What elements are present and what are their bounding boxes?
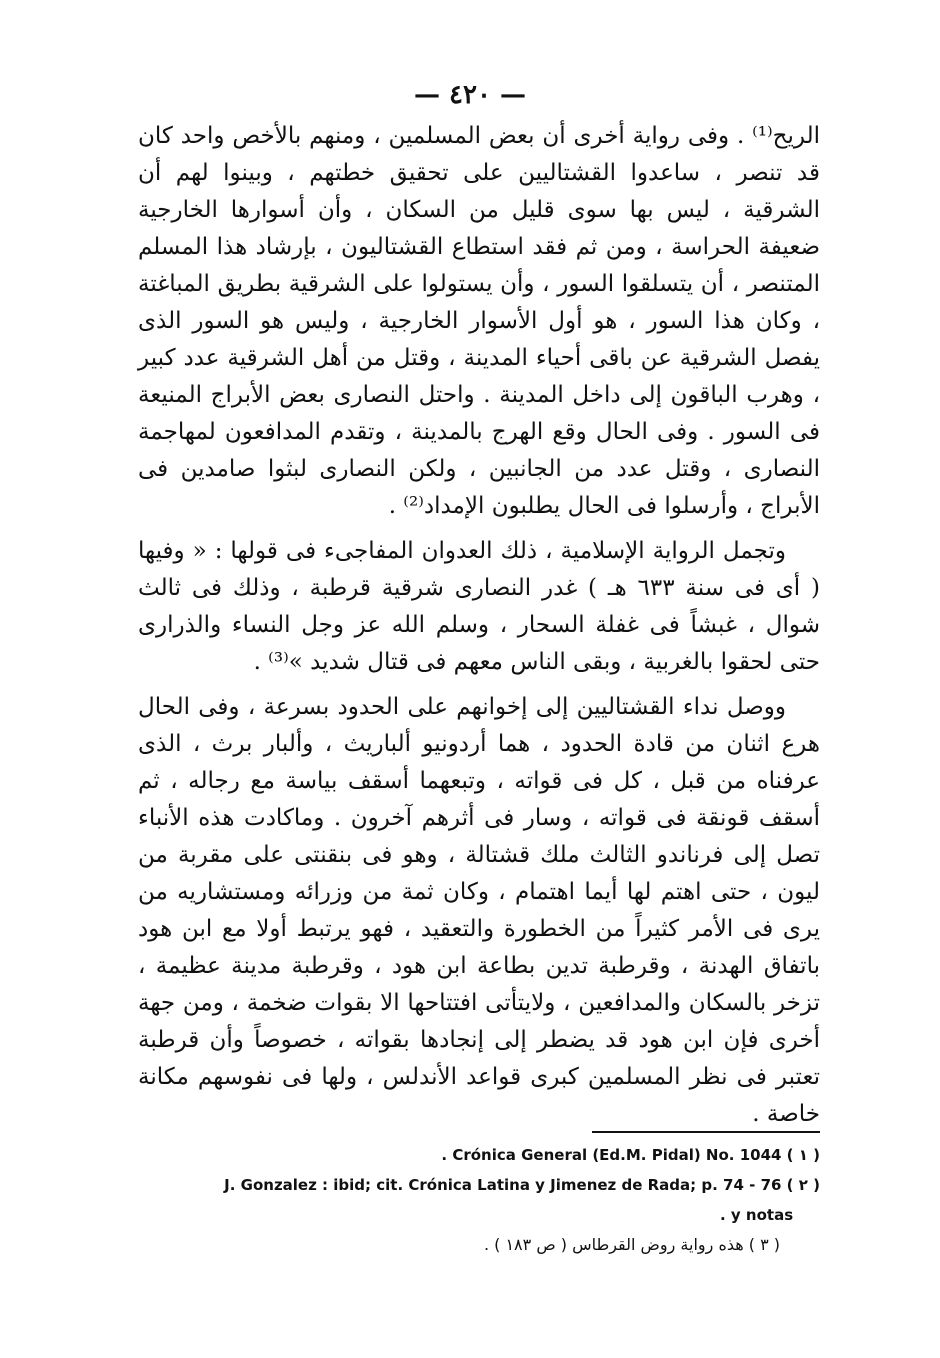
footnote-3: ( ٣ ) هذه رواية روض القرطاس ( ص ١٨٣ ) . [483, 1235, 780, 1254]
paragraph-3: ووصل نداء القشتاليين إلى إخوانهم على الحدود بسرعة ، وفى الحال هرع اثنان من قادة الحدود ، هما أردونيو ألباريث ، وألبار برث ، الذى عرفناه من قبل ، كل فى قواته ، وتبعهما أسقف بياسة مع رجاله ، ثم أسقف قونقة فى قواته ، وسار فى أثرهم آخرون . وماكادت هذه الأنباء تصل إلى فرناندو الثالث ملك قشتالة ، وهو فى بنقنتى على مقربة من ليون ، حتى اهتم لها أيما اهتمام ، وكان ثمة من وزرائه ومستشاريه من يرى فى الأمر كثيراً من الخطورة والتعقيد ، فهو يرتبط أولا مع ابن هود باتفاق الهدنة ، وقرطبة تدين بطاعة ابن هود ، وقرطبة مدينة عظيمة ، تزخر بالسكان والمدافعين ، ولايتأتى افتتاحها الا بقوات ضخمة ، ومن جهة أخرى فإن ابن هود قد يضطر إلى إنجادها بقواته ، خصوصاً وأن قرطبة تعتبر فى نظر المسلمين كبرى قواعد الأندلس ، ولها فى نفوسهم مكانة خاصة . [138, 694, 820, 1127]
footnote-divider [592, 1131, 820, 1133]
paragraph-1: الريح⁽¹⁾ . وفى رواية أخرى أن بعض المسلمين ، ومنهم بالأخص واحد كان قد تنصر ، ساعدوا القشتاليين على تحقيق خطتهم ، وبينوا لهم أن الشرقية ، ليس بها سوى قليل من السكان ، وأن أسوارها الخارجية ضعيفة الحراسة ، ومن ثم فقد استطاع القشتاليون ، بإرشاد هذا المسلم المتنصر ، أن يتسلقوا السور ، وأن يستولوا على الشرقية بطريق المباغتة ، وكان هذا السور ، هو أول الأسوار الخارجية ، وليس هو السور الذى يفصل الشرقية عن باقى أحياء المدينة ، وقتل من أهل الشرقية عدد كبير ، وهرب الباقون إلى داخل المدينة . واحتل النصارى بعض الأبراج المنيعة فى السور . وفى الحال وقع الهرج بالمدينة ، وتقدم المدافعون لمهاجمة النصارى ، وقتل عدد من الجانبين ، ولكن النصارى لبثوا صامدين فى الأبراج ، وأرسلوا فى الحال يطلبون الإمداد⁽²⁾ . [138, 123, 820, 519]
page-number: — ٤٢٠ — [413, 80, 527, 110]
footnotes [138, 1140, 820, 1260]
paragraph-2: وتجمل الرواية الإسلامية ، ذلك العدوان المفاجىء فى قولها : « وفيها ( أى فى سنة ٦٣٣ هـ ) غدر النصارى شرقية قرطبة ، وذلك فى ثالث شوال ، غبشاً فى غفلة السحار ، وسلم الله عز وجل النساء والذرارى حتى لحقوا بالغربية ، وبقى الناس معهم فى قتال شديد »⁽³⁾ . [138, 538, 820, 675]
footnote-2-continuation: . y notas [720, 1206, 794, 1224]
footnote-1: . Crónica General (Ed.M. Pidal) No. 1044 ( ١ ) [441, 1146, 820, 1164]
body-text [138, 118, 820, 1141]
footnote-2: J. Gonzalez : ibid; cit. Crónica Latina y Jimenez de Rada; p. 74 - 76 ( ٢ ) [224, 1176, 820, 1194]
